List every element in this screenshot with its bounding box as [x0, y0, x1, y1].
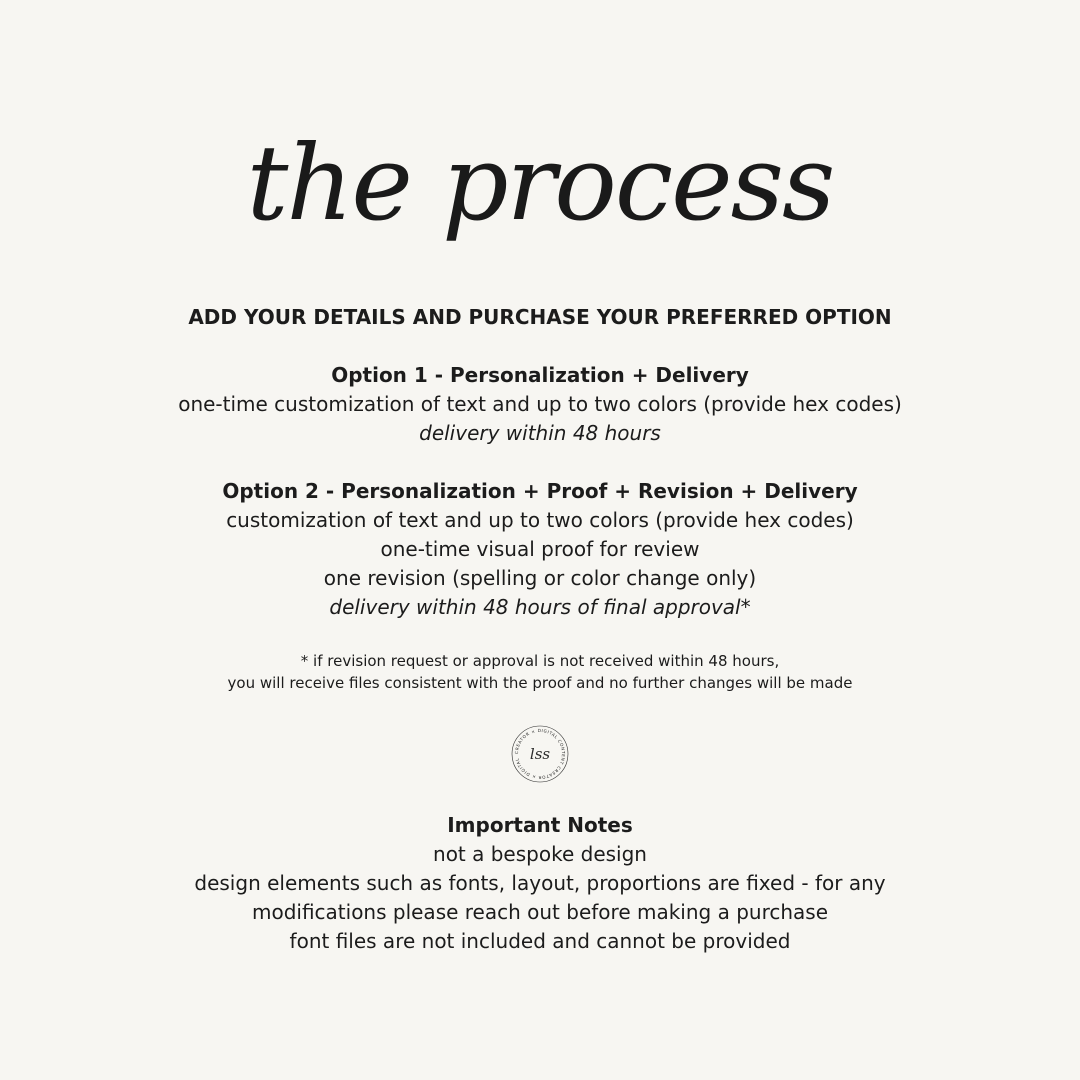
option-1-block [0, 361, 1080, 448]
notes-line: modifications please reach out before making a purchase [251, 900, 829, 924]
notes-line: not a bespoke design [433, 842, 647, 866]
logo-monogram: lss [529, 745, 551, 763]
notes-line: design elements such as fonts, layout, proportions are fixed - for any [194, 871, 886, 895]
option-2-block [0, 477, 1080, 622]
footnote-block [0, 650, 1080, 694]
logo-ring-text: CREATOR × DIGITAL CONTENT CREATOR × DIGITAL [513, 727, 567, 781]
option-2-line: customization of text and up to two colors (provide hex codes) [226, 508, 854, 532]
option-1-delivery: delivery within 48 hours [419, 421, 661, 445]
option-2-line: one revision (spelling or color change only) [323, 566, 757, 590]
notes-title: Important Notes [447, 813, 633, 837]
option-2-delivery: delivery within 48 hours of final approval* [329, 595, 751, 619]
option-1-title: Option 1 - Personalization + Delivery [331, 363, 749, 387]
footnote-line: * if revision request or approval is not received within 48 hours, [300, 652, 780, 670]
instructions-heading-block [0, 303, 1080, 332]
important-notes-block [0, 811, 1080, 956]
option-1-line: one-time customization of text and up to two colors (provide hex codes) [178, 392, 902, 416]
footnote-line: you will receive files consistent with the proof and no further changes will be made [227, 674, 853, 692]
notes-line: font files are not included and cannot be provided [289, 929, 791, 953]
option-2-line: one-time visual proof for review [380, 537, 700, 561]
brand-logo-icon [510, 724, 570, 784]
instructions-heading: ADD YOUR DETAILS AND PURCHASE YOUR PREFERRED OPTION [188, 305, 892, 329]
option-2-title: Option 2 - Personalization + Proof + Revision + Delivery [222, 479, 858, 503]
page-title: the process [246, 122, 834, 244]
